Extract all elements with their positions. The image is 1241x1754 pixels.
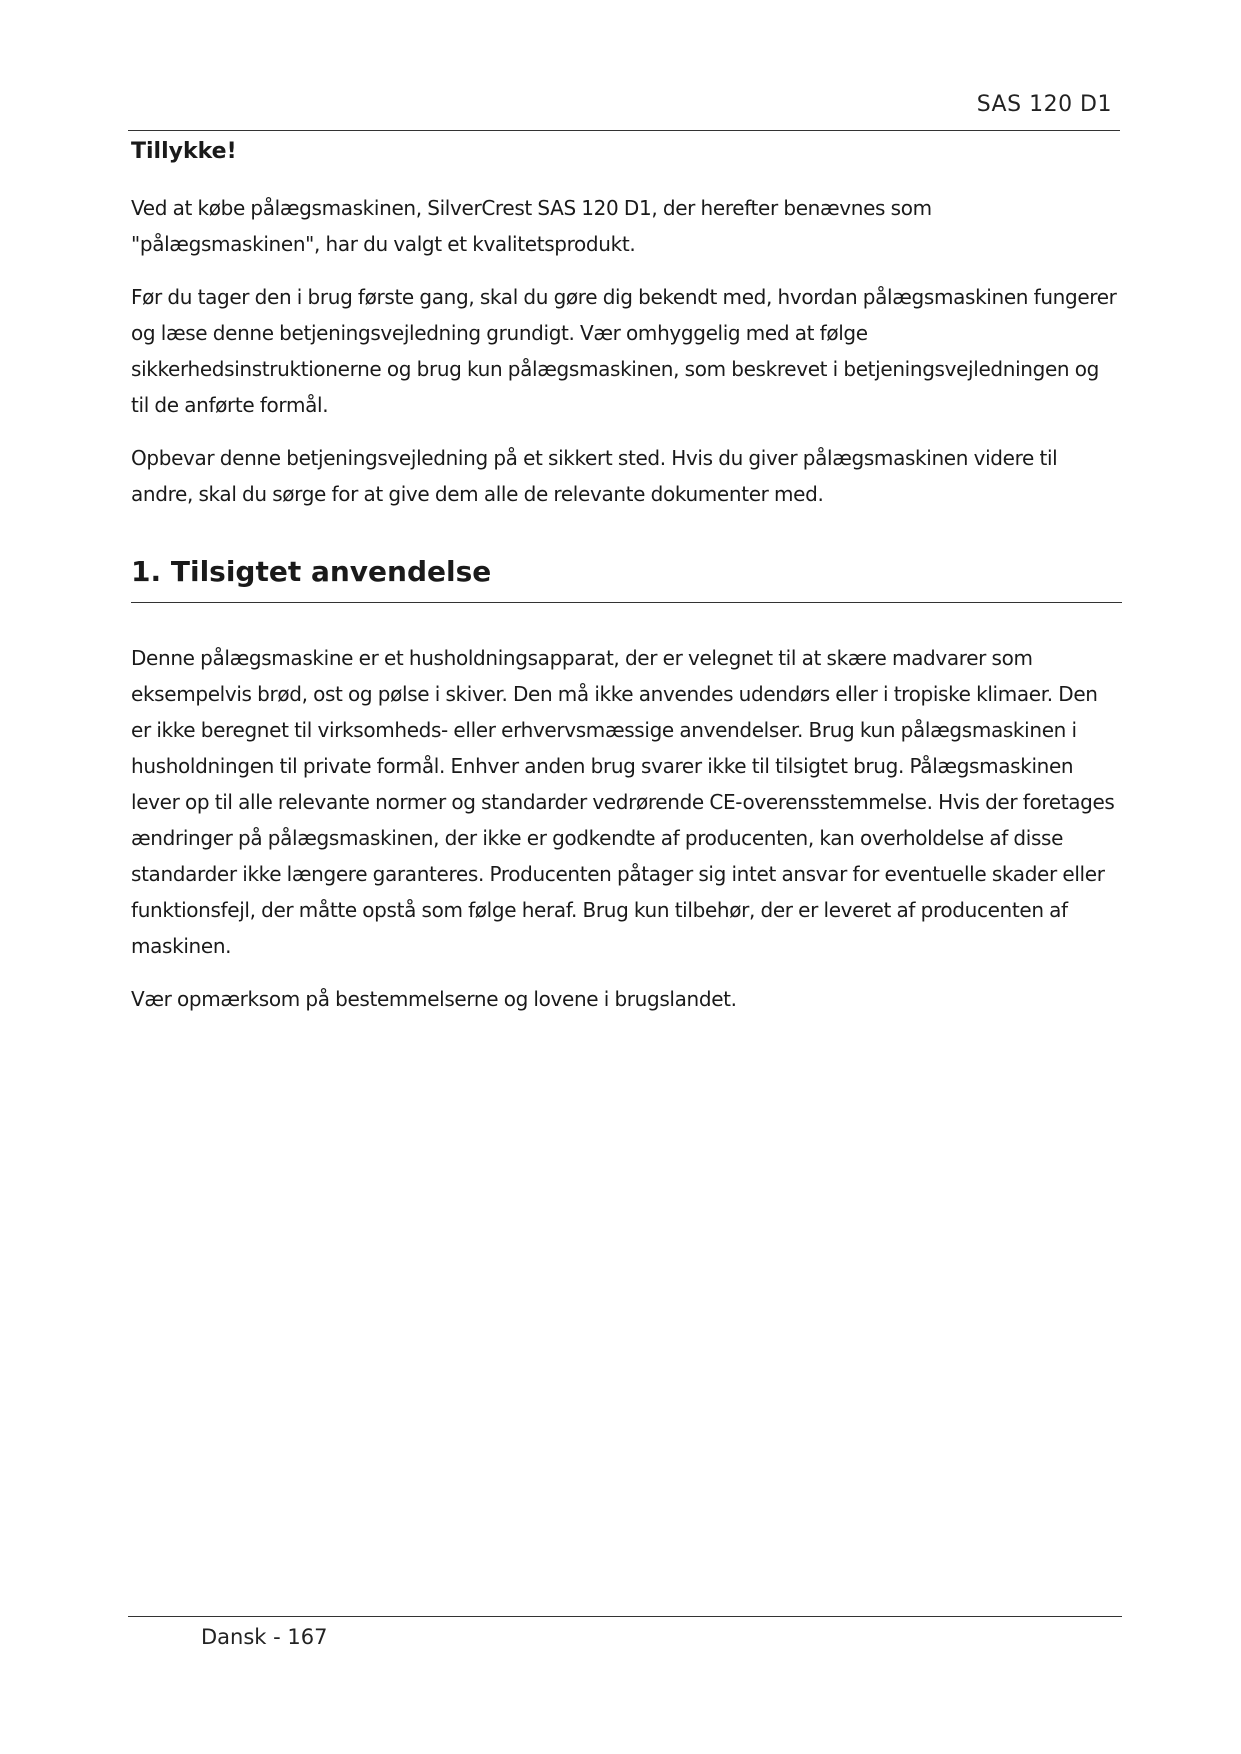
intro-paragraph: Opbevar denne betjeningsvejledning på et sikkert sted. Hvis du giver pålægsmaskinen videre til andre, skal du sørge for at give dem alle de relevante dokumenter med. <box>131 446 1058 506</box>
page-footer <box>128 1616 1122 1649</box>
page-content <box>131 136 1119 1034</box>
section-body <box>131 640 1119 1017</box>
intro-paragraph: Ved at købe pålægsmaskinen, SilverCrest SAS 120 D1, der herefter benævnes som "pålægsmaskinen", har du valgt et kvalitetsprodukt. <box>131 196 932 256</box>
model-code: SAS 120 D1 <box>976 92 1112 117</box>
intro-paragraph: Før du tager den i brug første gang, skal du gøre dig bekendt med, hvordan pålægsmaskinen fungerer og læse denne betjeningsvejledning grundigt. Vær omhyggelig med at følge sikkerhedsinstruktionerne og brug kun pålægsmaskinen, som beskrevet i betjeningsvejledningen og til de anførte formål. <box>131 285 1117 417</box>
intro-heading: Tillykke! <box>131 139 237 164</box>
section-title: 1. Tilsigtet anvendelse <box>131 552 1122 603</box>
page-number: Dansk - 167 <box>201 1625 328 1649</box>
section-paragraph: Vær opmærksom på bestemmelserne og lovene i brugslandet. <box>131 987 737 1011</box>
page-header <box>128 92 1120 131</box>
section-paragraph: Denne pålægsmaskine er et husholdningsapparat, der er velegnet til at skære madvarer som eksempelvis brød, ost og pølse i skiver. Den må ikke anvendes udendørs eller i tropiske klimaer. Den er ikke beregnet til virksomheds- eller erhvervsmæssige anvendelser. Brug kun pålægsmaskinen i husholdningen til private formål. Enhver anden brug svarer ikke til tilsigtet brug. Pålægsmaskinen lever op til alle relevante normer og standarder vedrørende CE-overensstemmelse. Hvis der foretages ændringer på pålægsmaskinen, der ikke er godkendte af producenten, kan overholdelse af disse standarder ikke længere garanteres. Producenten påtager sig intet ansvar for eventuelle skader eller funktionsfejl, der måtte opstå som følge heraf. Brug kun tilbehør, der er leveret af producenten af maskinen. <box>131 646 1115 958</box>
